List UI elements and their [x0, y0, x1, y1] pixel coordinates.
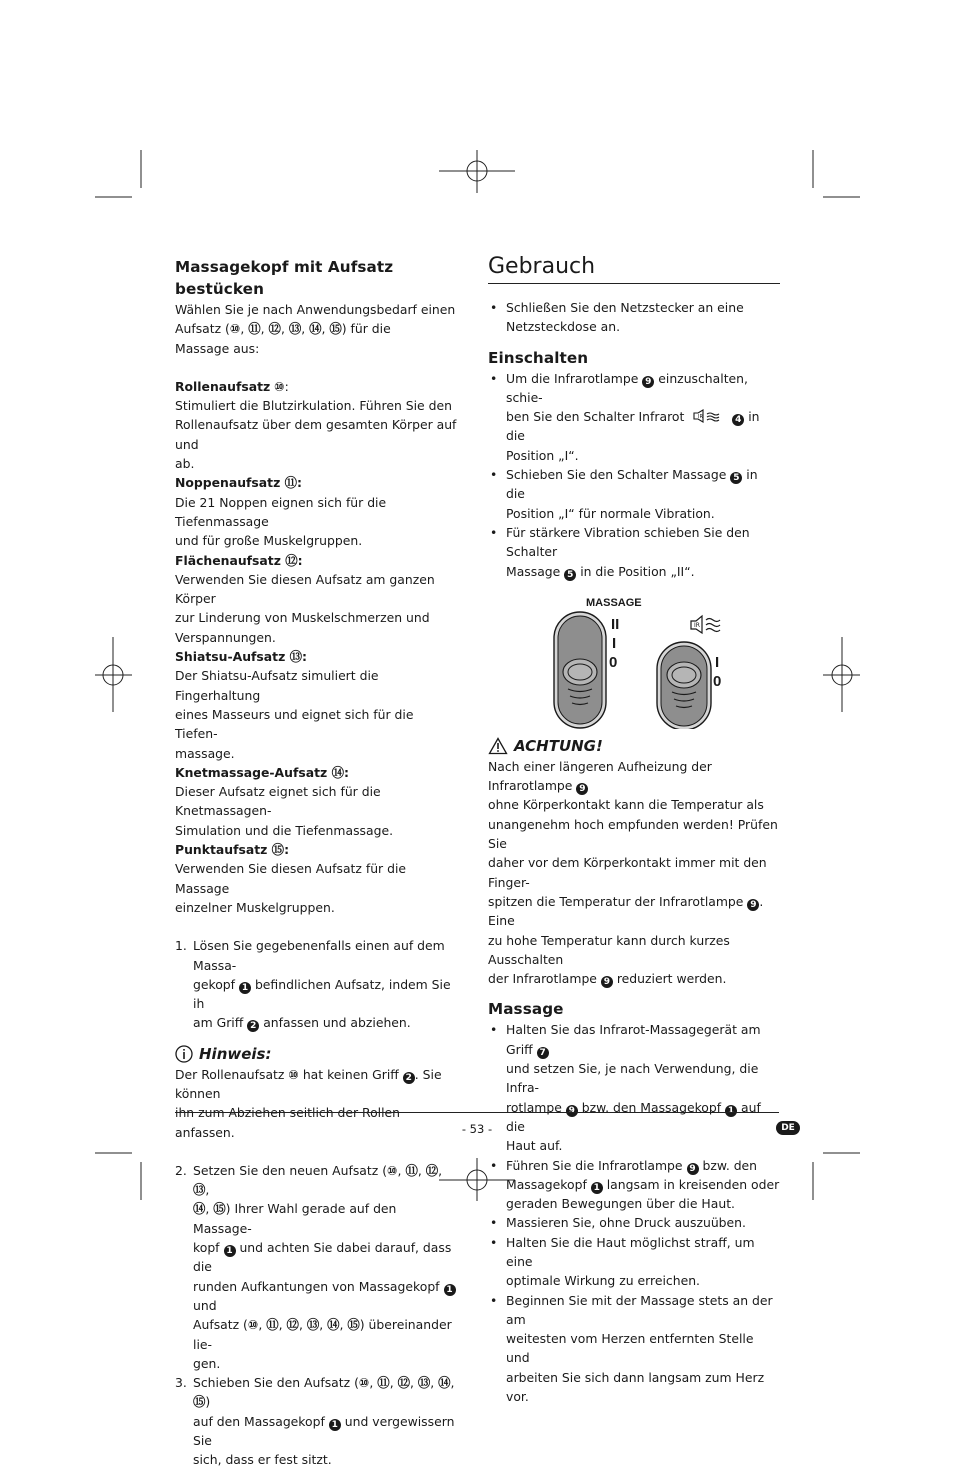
attachment-punkt: Punktaufsatz ⑮: Verwenden Sie diesen Aufsatz für die Massage einzelner Muskelgruppen.: [175, 842, 407, 915]
page-number: - 53 -: [461, 1122, 493, 1136]
step-1: 1. Lösen Sie gegebenenfalls einen auf dem Massa- gekopf 1 befindlichen Aufsatz, indem Sie ih am Griff 2 anfassen und abziehen.: [175, 938, 451, 1032]
registration-mark-right: [823, 637, 860, 712]
switch-figure: [488, 589, 780, 729]
page-title: Gebrauch: [488, 254, 596, 279]
section-heading: Massagekopf mit Aufsatz bestücken: [175, 258, 394, 298]
footer-rule: [175, 1112, 779, 1113]
attachment-noppen: Noppenaufsatz ⑪: Die 21 Noppen eignen sich für die Tiefenmassage und für große Muskelgruppen.: [175, 475, 387, 549]
right-column: [488, 253, 780, 1406]
note-box: Hinweis: Der Rollenaufsatz ⑩ hat keinen Griff 2 . Sie können ihn zum Abziehen seitlich der Rollen anfassen.: [175, 1044, 442, 1140]
step-2: 2. Setzen Sie den neuen Aufsatz (⑩, ⑪, ⑫, ⑬, ⑭, ⑮) Ihrer Wahl gerade auf den Massage- kopf 1 und achten Sie dabei darauf, dass die runden Aufkantungen von Massagekopf 1 und Aufsatz (⑩, ⑪, ⑫, ⑬, ⑭, ⑮) übereinander lie- gen.: [175, 1161, 457, 1373]
warning-title: ACHTUNG!: [514, 736, 603, 755]
infrared-pos-0: 0: [713, 672, 722, 690]
attachment-knetmassage: Knetmassage-Aufsatz ⑭: Dieser Aufsatz eignet sich für die Knetmassagen- Simulation und die Tiefenmassage.: [175, 764, 394, 838]
massage-switch: [554, 612, 606, 728]
infrared-switch-icon: [692, 409, 726, 423]
left-column: [175, 256, 457, 1470]
massage-pos-i: I: [612, 634, 617, 652]
massage-pos-0: 0: [609, 653, 618, 671]
warning-box: ACHTUNG! Nach einer längeren Aufheizung der Infrarotlampe 9 ohne Körperkontakt kann die Temperatur als unangenehm hoch empfunden werden! Prüfen Sie daher vor dem Körperkontakt immer mit den Finger- spitzen die Temperatur der Infrarotlampe 9 . Eine zu hohe Temperatur kann durch kurzes Ausschalten der Infrarotlampe 9 reduziert werden.: [488, 736, 778, 988]
intro-text: Wählen Sie je nach Anwendungsbedarf einen Aufsatz (⑩, ⑪, ⑫, ⑬, ⑭, ⑮) für die Massage aus:: [175, 302, 456, 356]
step-3: 3. Schieben Sie den Aufsatz (⑩, ⑪, ⑫, ⑬, ⑭, ⑮) auf den Massagekopf 1 und vergewissern Sie sich, dass er fest sitzt.: [175, 1375, 455, 1468]
bullet-plug: • Schließen Sie den Netzstecker an eine Netzsteckdose an.: [488, 298, 780, 337]
note-title: Hinweis:: [199, 1044, 272, 1063]
infrared-pos-i: I: [715, 653, 720, 671]
registration-mark-top: [439, 150, 515, 193]
registration-mark-left: [95, 637, 132, 712]
language-badge: DE: [776, 1121, 800, 1135]
infrared-figure-icon: [691, 616, 720, 633]
step-list-1: [175, 936, 457, 1032]
massage-heading: Massage: [488, 1000, 564, 1019]
svg-text:IR: IR: [694, 621, 700, 629]
einschalten-heading: Einschalten: [488, 348, 589, 367]
step-list-2: [175, 1161, 457, 1470]
warning-icon: [488, 737, 508, 755]
massage-pos-ii: II: [611, 615, 620, 633]
attachment-flaechen: Flächenaufsatz ⑫: Verwenden Sie diesen Aufsatz am ganzen Körper zur Linderung von Muskelschmerzen und Verspannungen.: [175, 552, 435, 645]
attachment-shiatsu: Shiatsu-Aufsatz ⑬: Der Shiatsu-Aufsatz simuliert die Fingerhaltung eines Masseurs und eignet sich für die Tiefen- massage.: [175, 649, 414, 761]
massage-bullets: • Halten Sie das Infrarot-Massagegerät am Griff 7 und setzen Sie, je nach Verwendung, die Infra- rotlampe 9 bzw. den Massagekopf 1 auf die Haut auf. • Führen Sie die Infrarotlampe 9 bzw. den Massagekopf 1 langsam in kreisenden oder geraden Bewegungen über die Haut. • Massieren Sie, ohne Druck auszuüben. • Halten Sie die Haut möglichst straff, um eine optimale Wirkung zu erreichen. • Beginnen Sie mit der Massage stets an der am weitesten vom Herzen entfernten Stelle und arbeiten Sie sich dann langsam zum Herz vor.: [488, 1020, 780, 1406]
infrared-switch: [657, 642, 711, 729]
svg-text:IR: IR: [698, 414, 704, 421]
switch-illustration: [488, 589, 780, 729]
attachment-rollen: Rollenaufsatz ⑩: Stimuliert die Blutzirkulation. Führen Sie den Rollenaufsatz über dem gesamten Körper auf und ab.: [175, 378, 457, 472]
massage-label: MASSAGE: [586, 596, 642, 609]
einschalten-bullets: • Um die Infrarotlampe 9 einzuschalten, schie- ben Sie den Schalter Infrarot IR 4 in die Position „I“. • Schieben Sie den Schalter Massage 5 in die Position „I“ für normale Vibration. • Für stärkere Vibration schieben Sie den Schalter Massage 5 in die Position „II“.: [488, 369, 780, 581]
intro-bullets: [488, 298, 780, 337]
info-icon: [175, 1045, 193, 1063]
